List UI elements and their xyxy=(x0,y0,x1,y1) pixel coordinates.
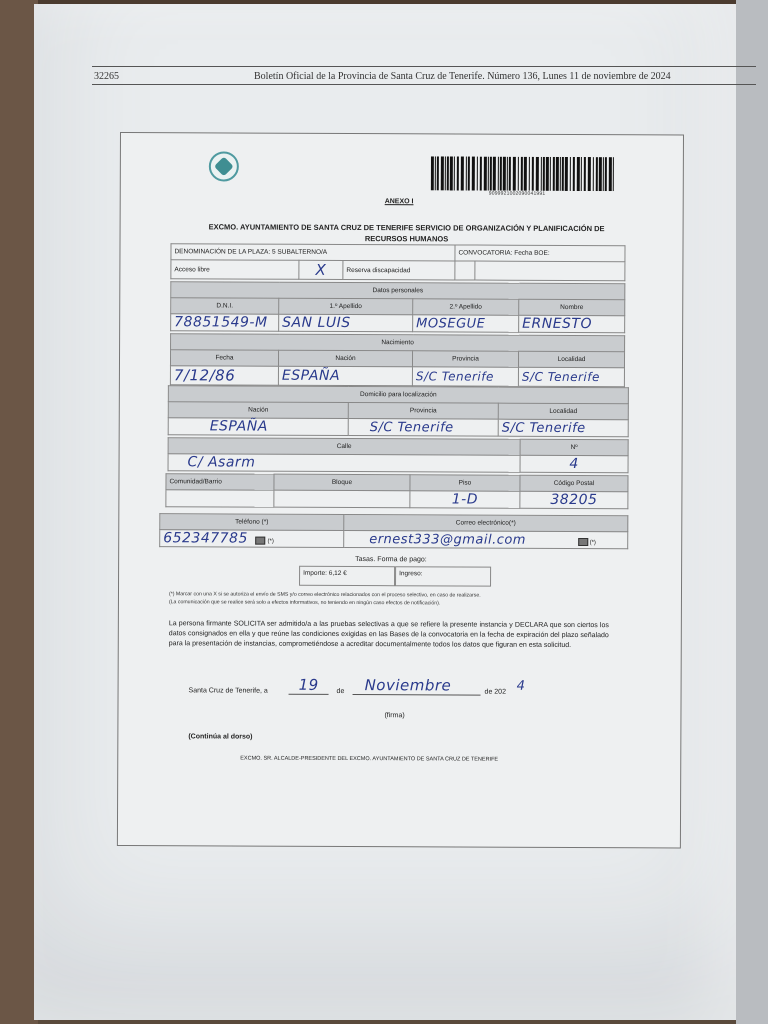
birth-table xyxy=(170,333,625,387)
barcode-number: 9099921002090041991 xyxy=(488,190,546,197)
barcode-bar xyxy=(577,157,580,191)
numero-value: 4 xyxy=(569,455,579,473)
form-title: EXCMO. AYUNTAMIENTO DE SANTA CRUZ DE TENERIFE SERVICIO DE ORGANIZACIÓN Y PLANIFICACIÓN DE RECURSOS HUMANOS xyxy=(208,222,605,244)
dom-nacion-value: ESPAÑA xyxy=(209,418,268,435)
email-checkbox-icon[interactable] xyxy=(578,538,588,546)
barcode-bar xyxy=(570,157,571,191)
street-table xyxy=(168,437,629,473)
barcode-bar xyxy=(435,156,436,190)
barcode-bar xyxy=(445,156,446,190)
firma-label: (firma) xyxy=(384,712,405,720)
ingreso-box[interactable] xyxy=(395,566,491,586)
reserva-label: Reserva discapacidad xyxy=(343,260,455,279)
cp-field[interactable] xyxy=(520,491,628,508)
barcode-bar xyxy=(509,157,511,191)
localidad-value: S/C Tenerife xyxy=(521,369,600,385)
nombre-field[interactable] xyxy=(519,315,625,332)
barcode-bar xyxy=(532,157,534,191)
calle-header: Calle xyxy=(168,438,520,456)
city-logo-icon xyxy=(209,151,239,181)
barcode-bar xyxy=(468,157,470,191)
apellido1-value: SAN LUIS xyxy=(282,314,351,332)
piso-header: Piso xyxy=(410,475,520,491)
dom-localidad-field[interactable] xyxy=(498,419,628,437)
barcode-bar xyxy=(477,157,478,191)
de-label: de xyxy=(336,687,345,695)
barcode-bar xyxy=(437,156,439,190)
ingreso-label: Ingreso: xyxy=(399,570,423,578)
barcode-bar xyxy=(603,157,604,191)
dni-field[interactable] xyxy=(171,314,279,331)
dom-localidad-header: Localidad xyxy=(498,403,628,420)
barcode-bar xyxy=(609,157,612,191)
barcode-bar xyxy=(588,157,591,191)
apellido2-header: 2.º Apellido xyxy=(413,299,519,315)
dom-nacion-field[interactable] xyxy=(168,418,348,436)
background-left-edge xyxy=(0,0,38,1024)
bloque-field[interactable] xyxy=(274,490,410,508)
section-birth: Nacimiento xyxy=(171,334,625,352)
plaza-table xyxy=(170,243,625,281)
telefono-header: Teléfono (*) xyxy=(160,514,344,531)
barcode-bar xyxy=(581,157,582,191)
dom-provincia-header: Provincia xyxy=(348,402,498,419)
reserva-checkbox[interactable] xyxy=(455,261,475,280)
community-table xyxy=(165,473,628,509)
barcode-bar xyxy=(503,157,506,191)
barcode-bar xyxy=(488,157,489,191)
barcode-bar xyxy=(521,157,523,191)
denominacion-label: DENOMINACIÓN DE LA PLAZA: 5 SUBALTERNO/A xyxy=(171,244,455,261)
barcode-bar xyxy=(450,156,453,190)
dom-provincia-value: S/C Tenerife xyxy=(369,419,454,435)
importe-box xyxy=(299,566,395,586)
barcode-bar xyxy=(518,157,519,191)
sms-checkbox-icon[interactable] xyxy=(256,537,266,545)
importe-label: Importe: 6,12 € xyxy=(303,569,347,577)
barcode-bar xyxy=(472,157,475,191)
note-1: (*) Marcar con una X si se autoriza el envío de SMS y/o correo electrónico relacionados con el proceso selectivo, en caso de realizarse. xyxy=(168,591,481,599)
telefono-asterisk: (*) xyxy=(267,538,274,545)
apellido2-value: MOSEGUE xyxy=(416,315,486,332)
journal-title: Boletín Oficial de la Provincia de Santa Cruz de Tenerife. Número 136, Lunes 11 de noviembre de 2024 xyxy=(254,71,671,82)
section-address: Domicilio para localización xyxy=(168,386,628,404)
localidad-field[interactable] xyxy=(518,367,624,386)
nombre-header: Nombre xyxy=(519,299,625,315)
piso-field[interactable] xyxy=(410,491,520,508)
correo-value: ernest333@gmail.com xyxy=(369,531,527,548)
barcode-bar xyxy=(480,157,482,191)
calle-field[interactable] xyxy=(168,454,520,473)
barcode-bar xyxy=(546,157,549,191)
continua-label: (Continúa al dorso) xyxy=(188,733,253,741)
barcode-bar xyxy=(565,157,568,191)
provincia-value: S/C Tenerife xyxy=(415,369,494,384)
dom-nacion-header: Nación xyxy=(168,402,348,419)
telefono-value: 652347785 xyxy=(163,530,248,547)
empty-cell xyxy=(475,261,625,281)
barcode-bar xyxy=(560,157,561,191)
acceso-libre-checkbox[interactable] xyxy=(299,260,343,279)
month-value: Noviembre xyxy=(364,676,452,695)
dni-header: D.N.I. xyxy=(171,298,279,314)
address-table xyxy=(168,385,629,437)
apellido1-field[interactable] xyxy=(279,314,413,332)
acceso-libre-label: Acceso libre xyxy=(171,260,299,280)
cp-header: Código Postal xyxy=(520,475,628,491)
nacion-value: ESPAÑA xyxy=(281,367,341,384)
dni-value: 78851549-M xyxy=(174,314,268,331)
header-rule-bottom xyxy=(92,84,756,85)
fecha-header: Fecha xyxy=(170,350,278,366)
tasas-label: Tasas. Forma de pago: xyxy=(355,556,427,564)
barcode-bar xyxy=(550,157,551,191)
piso-value: 1-D xyxy=(451,491,479,508)
annex-label: ANEXO I xyxy=(384,198,414,206)
section-personal: Datos personales xyxy=(171,282,625,300)
year-prefix: de 202 xyxy=(484,688,506,696)
numero-field[interactable] xyxy=(520,455,628,472)
barcode-bar xyxy=(454,156,455,190)
barcode-bar xyxy=(524,157,527,191)
barcode-bar xyxy=(553,157,555,191)
header-rule-top xyxy=(92,66,756,67)
comunidad-header: Comunidad/Barrio xyxy=(166,474,274,490)
localidad-header: Localidad xyxy=(518,351,624,367)
barcode-bar xyxy=(543,157,545,191)
fecha-value: 7/12/86 xyxy=(173,366,236,385)
declaration-text: La persona firmante SOLICITA ser admitido/a a las pruebas selectivas a que se refiere la presente instancia y DECLARA que son ciertos los datos consignados en ella y que reúne las condiciones exigidas en las Bases de la convocatoria en la fecha de expiración del plazo señalado para la presentación de instancias, comprometiéndose a acreditar documentalmente todos los datos que figuran en esta solicitud. xyxy=(168,620,609,649)
addressee: EXCMO. SR. ALCALDE-PRESIDENTE DEL EXCMO. AYUNTAMIENTO DE SANTA CRUZ DE TENERIFE xyxy=(240,755,499,763)
calle-value: C/ Asarm xyxy=(187,454,256,471)
acceso-libre-mark: X xyxy=(315,260,327,279)
bloque-header: Bloque xyxy=(274,474,410,491)
barcode-bar xyxy=(513,157,516,191)
barcode-bar xyxy=(466,157,467,191)
day-value: 19 xyxy=(298,675,319,694)
barcode-bar xyxy=(461,156,464,190)
barcode-bar xyxy=(541,157,542,191)
year-digit: 4 xyxy=(516,678,526,694)
application-form xyxy=(117,132,684,848)
barcode-icon xyxy=(431,156,615,191)
barcode-bar xyxy=(584,157,586,191)
barcode-bar xyxy=(562,157,564,191)
nacion-header: Nación xyxy=(278,350,412,367)
dom-localidad-value: S/C Tenerife xyxy=(501,420,586,436)
barcode-bar xyxy=(500,157,502,191)
barcode-bar xyxy=(447,156,449,190)
barcode-bar xyxy=(596,157,598,191)
cp-value: 38205 xyxy=(550,491,598,509)
barcode-bar xyxy=(507,157,508,191)
nombre-value: ERNESTO xyxy=(522,315,593,333)
comunidad-field[interactable] xyxy=(166,490,274,507)
barcode-bar xyxy=(490,157,492,191)
barcode-bar xyxy=(493,157,496,191)
numero-header: Nº xyxy=(520,439,628,455)
barcode-bar xyxy=(536,157,539,191)
convocatoria-label: CONVOCATORIA: Fecha BOE: xyxy=(455,245,625,262)
page-number: 32265 xyxy=(94,71,119,82)
correo-field[interactable] xyxy=(344,530,628,548)
barcode-bar xyxy=(613,157,614,191)
note-2: (La comunicación que se realice será solo a efectos informativos, no teniendo en ningún caso efectos de notificación). xyxy=(168,599,441,607)
contact-table xyxy=(159,513,628,549)
barcode-bar xyxy=(529,157,530,191)
correo-asterisk: (*) xyxy=(589,539,596,546)
telefono-field[interactable] xyxy=(160,530,344,548)
personal-data-table xyxy=(170,281,625,333)
barcode-bar xyxy=(556,157,559,191)
barcode-bar xyxy=(431,156,434,190)
barcode-bar xyxy=(484,157,487,191)
background-right-edge xyxy=(736,0,768,1024)
barcode-bar xyxy=(599,157,602,191)
apellido2-field[interactable] xyxy=(413,315,519,332)
day-line xyxy=(289,694,329,695)
barcode-bar xyxy=(457,156,459,190)
barcode-bar xyxy=(498,157,499,191)
barcode-bar xyxy=(605,157,607,191)
provincia-header: Provincia xyxy=(412,351,518,367)
paper-sheet xyxy=(34,4,736,1020)
nacion-field[interactable] xyxy=(278,366,412,386)
fecha-field[interactable] xyxy=(170,366,278,385)
place-prefix: Santa Cruz de Tenerife, a xyxy=(188,687,268,695)
barcode-bar xyxy=(593,157,594,191)
provincia-field[interactable] xyxy=(412,367,518,386)
correo-header: Correo electrónico(*) xyxy=(344,514,628,531)
barcode-bar xyxy=(441,156,444,190)
apellido1-header: 1.º Apellido xyxy=(279,298,413,315)
dom-provincia-field[interactable] xyxy=(348,418,498,436)
barcode-bar xyxy=(573,157,575,191)
